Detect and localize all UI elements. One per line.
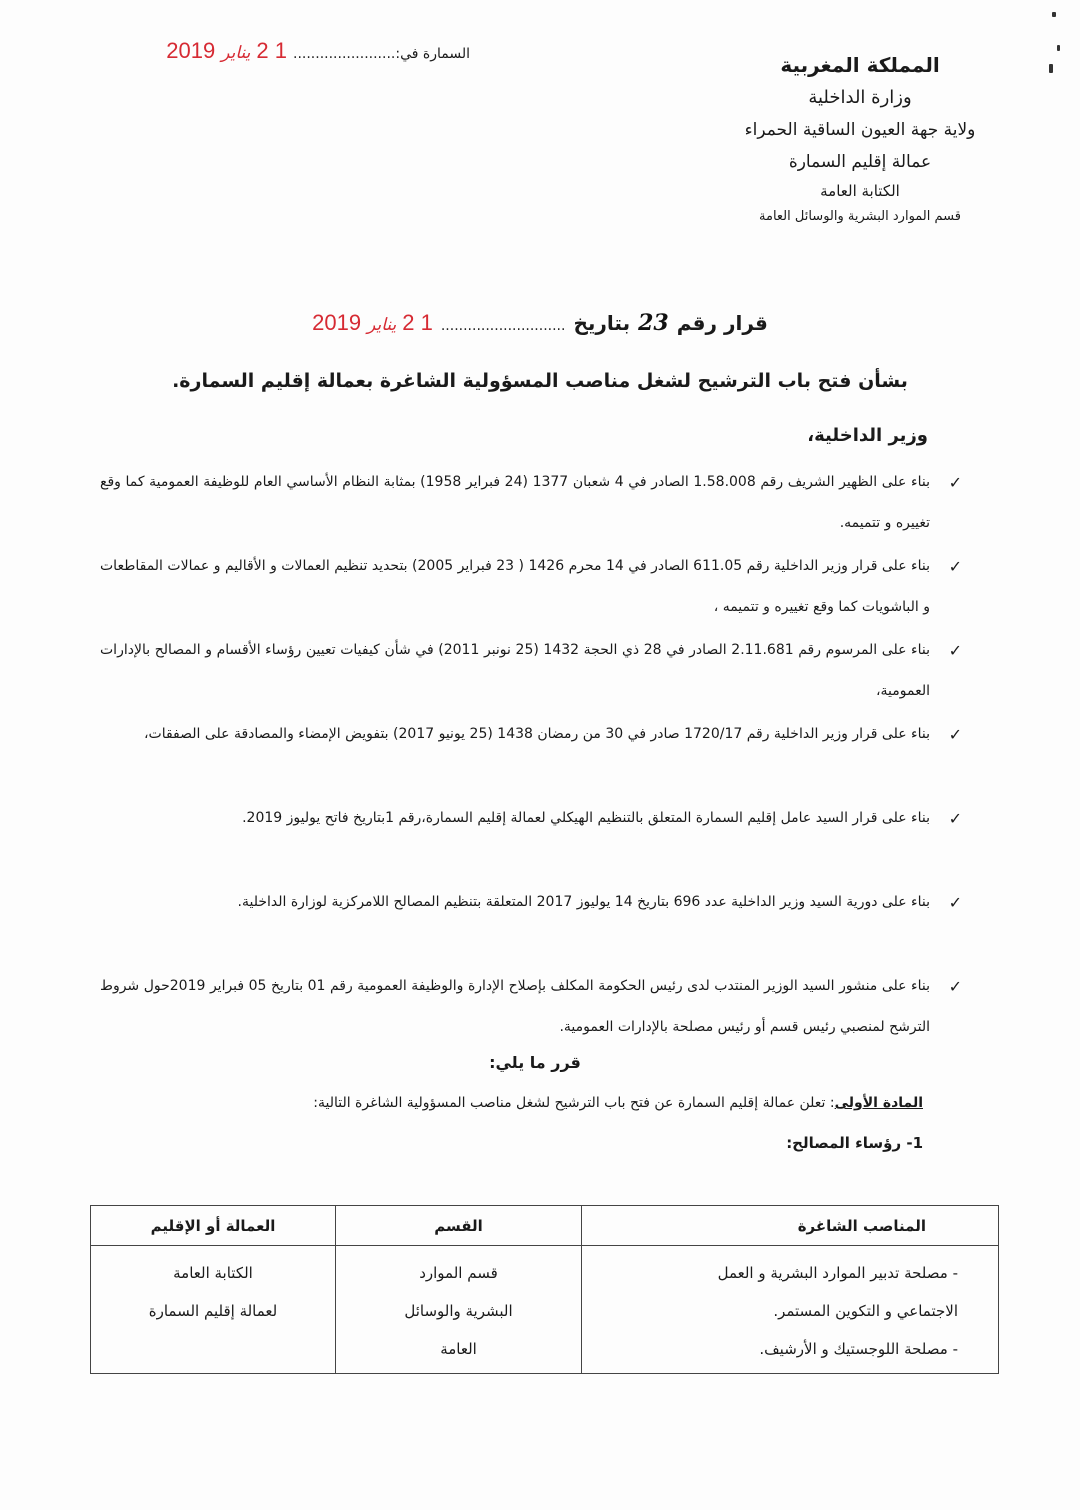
consideration-item: ✓ بناء على قرار وزير الداخلية رقم 1720/17 صادر في 30 من رمضان 1438 (25 يونيو 2017) بتفويض الإمضاء والمصادقة على الصفقات، [100, 714, 930, 755]
consideration-item: ✓ بناء على منشور السيد الوزير المنتدب لدى رئيس الحكومة المكلف بإصلاح الإدارة والوظيفة العمومية رقم 01 بتاريخ 05 فبراير 2019حول شروط الترشح لمنصبي رئيس قسم أو رئيس مصلحة بالإدارات العمومية. [100, 966, 930, 1048]
consideration-item: ✓ بناء على الظهير الشريف رقم 1.58.008 الصادر في 4 شعبان 1377 (24 فبراير 1958) بمثابة النظام الأساسي العام للوظيفة العمومية كما وقع تغييره و تتميمه. [100, 462, 930, 544]
consideration-item: ✓ بناء على قرار وزير الداخلية رقم 611.05 الصادر في 14 محرم 1426 ( 23 فبراير 2005) بتحديد تنظيم العمالات و الأقاليم و عمالات المقاطعات و الباشويات كما وقع تغييره و تتميمه ، [100, 546, 930, 628]
wilaya-name: ولاية جهة العيون الساقية الحمراء [744, 120, 976, 140]
decision-title [441, 310, 768, 336]
consideration-item: ✓ بناء على قرار السيد عامل إقليم السمارة المتعلق بالتنظيم الهيكلي لعمالة إقليم السمارة،رقم 1بتاريخ فاتح يوليوز 2019. [100, 798, 930, 839]
ministry-name: وزارة الداخلية [808, 87, 912, 108]
stamp-year: 2019 [166, 38, 216, 63]
place-date [90, 38, 470, 82]
section-heading: 1- رؤساء المصالح: [786, 1134, 923, 1152]
issuer-minister: وزير الداخلية، [807, 425, 928, 446]
place-label: السمارة في:....................... [293, 46, 470, 62]
article-1-label: المادة الأولى [834, 1095, 923, 1111]
consideration-item: ✓ بناء على المرسوم رقم 2.11.681 الصادر في 28 ذي الحجة 1432 (25 نونبر 2011) في شأن كيفيات تعيين رؤساء الأقسام و المصالح بالإدارات العمومية، [100, 630, 930, 712]
vacant-posts-table [90, 1205, 999, 1374]
province-name: عمالة إقليم السمارة [788, 152, 932, 172]
decision-date-stamp [312, 310, 433, 336]
header-division: القسم [336, 1206, 582, 1246]
stamp-month: يناير [367, 315, 397, 335]
table-row [91, 1246, 999, 1374]
date-stamp [166, 38, 287, 64]
decided-heading: قرر ما يلي: [489, 1053, 581, 1072]
decision-subject: بشأن فتح باب الترشيح لشغل مناصب المسؤولية الشاغرة بعمالة إقليم السمارة. [172, 370, 908, 392]
stamp-day: 2 1 [256, 38, 287, 63]
place-dots: ....................... [293, 46, 396, 62]
check-icon: ✓ [948, 641, 962, 660]
decision-dots: ............................ [440, 318, 566, 334]
stamp-year: 2019 [312, 310, 362, 335]
check-icon: ✓ [948, 893, 962, 912]
header-vacant-posts: المناصب الشاغرة [582, 1206, 999, 1246]
stamp-month: يناير [221, 43, 251, 63]
check-icon: ✓ [948, 809, 962, 828]
cell-vacant-posts: - مصلحة تدبير الموارد البشرية و العمل الاجتماعي و التكوين المستمر. - مصلحة اللوجستيك و الأرشيف. [582, 1246, 999, 1374]
article-1 [60, 1090, 923, 1116]
decision-number-label: قرار رقم [676, 311, 768, 335]
table-header-row [91, 1206, 999, 1246]
check-icon: ✓ [948, 977, 962, 996]
consideration-item: ✓ بناء على دورية السيد وزير الداخلية عدد 696 بتاريخ 14 يوليوز 2017 المتعلقة بتنظيم المصالح اللامركزية لوزارة الداخلية. [100, 882, 930, 923]
check-icon: ✓ [948, 725, 962, 744]
kingdom-name: المملكة المغربية [780, 53, 940, 77]
check-icon: ✓ [948, 557, 962, 576]
stamp-day: 2 1 [402, 310, 433, 335]
decision-header [180, 310, 900, 354]
decision-date-label: بتاريخ [573, 311, 631, 335]
header-province: العمالة أو الإقليم [91, 1206, 336, 1246]
decision-number: 23 [638, 310, 669, 336]
article-1-text: : تعلن عمالة إقليم السمارة عن فتح باب الترشيح لشغل مناصب المسؤولية الشاغرة التالية: [313, 1095, 835, 1111]
division-name: قسم الموارد البشرية والوسائل العامة [759, 209, 961, 224]
general-secretariat: الكتابة العامة [820, 182, 900, 200]
cell-division: قسم الموارد البشرية والوسائل العامة [336, 1246, 582, 1374]
check-icon: ✓ [948, 473, 962, 492]
cell-province: الكتابة العامة لعمالة إقليم السمارة [91, 1246, 336, 1374]
